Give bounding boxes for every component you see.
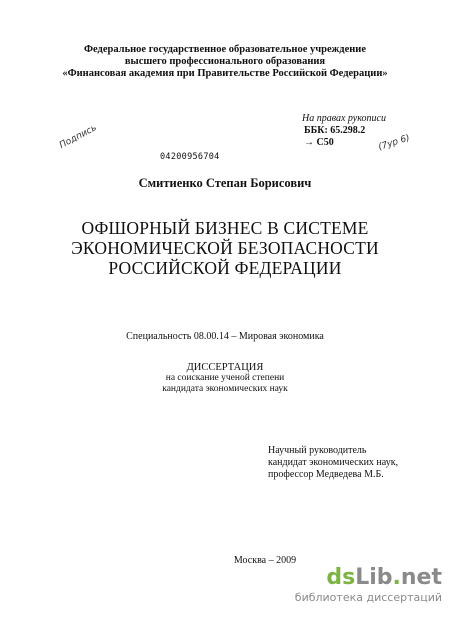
city-year: Москва – 2009 bbox=[233, 555, 297, 566]
supervisor-line-3: профессор Медведева М.Б. bbox=[268, 469, 384, 480]
degree-line-2: кандидата экономических наук bbox=[162, 384, 288, 394]
manuscript-rights-label: На правах рукописи bbox=[302, 113, 386, 124]
bbk-code: ББК: 65.298.2 bbox=[304, 125, 366, 136]
watermark-logo: dsLib.net bbox=[326, 565, 442, 590]
degree-line-1: на соискание ученой степени bbox=[165, 373, 285, 383]
dissertation-label: ДИССЕРТАЦИЯ bbox=[186, 362, 264, 373]
supervisor-block bbox=[268, 445, 398, 481]
watermark-subtitle: библиотека диссертаций bbox=[294, 591, 442, 604]
dissertation-title bbox=[0, 218, 450, 278]
watermark bbox=[295, 566, 442, 604]
author-name: Смитиенко Степан Борисович bbox=[138, 176, 312, 190]
institution-line-1: Федеральное государственное образовательное учреждение bbox=[83, 44, 367, 55]
title-line-1: ОФШОРНЫЙ БИЗНЕС В СИСТЕМЕ bbox=[81, 218, 369, 238]
supervisor-line-2: кандидат экономических наук, bbox=[268, 457, 399, 468]
classification-code: С50 bbox=[316, 137, 334, 148]
institution-line-3: «Финансовая академия при Правительстве Российской Федерации» bbox=[62, 68, 388, 79]
handwritten-note-left: Подпись bbox=[58, 123, 99, 151]
inventory-number: 04200956704 bbox=[160, 152, 220, 162]
specialty: Специальность 08.00.14 – Мировая экономика bbox=[126, 331, 324, 342]
rights-block bbox=[302, 113, 386, 149]
institution-header bbox=[0, 44, 450, 80]
title-line-2: ЭКОНОМИЧЕСКОЙ БЕЗОПАСНОСТИ bbox=[71, 238, 379, 258]
supervisor-line-1: Научный руководитель bbox=[268, 445, 367, 456]
handwritten-note-right: (7ур 6) bbox=[377, 133, 412, 153]
dissertation-block bbox=[0, 362, 450, 395]
institution-line-2: высшего профессионального образования bbox=[124, 56, 326, 67]
arrow-icon: → bbox=[304, 137, 314, 148]
title-line-3: РОССИЙСКОЙ ФЕДЕРАЦИИ bbox=[108, 258, 342, 278]
